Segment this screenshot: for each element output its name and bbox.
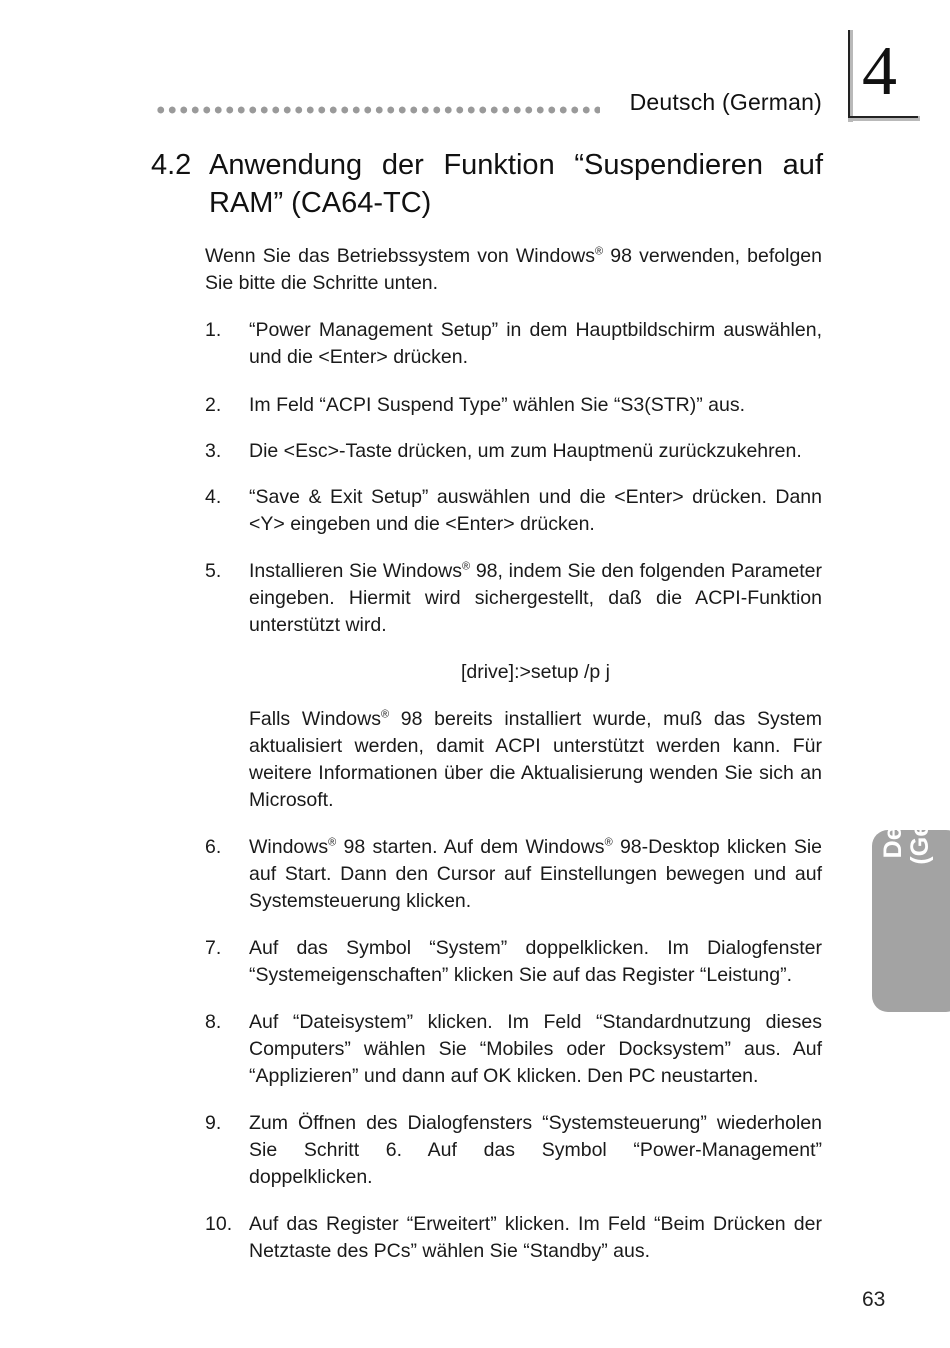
list-item	[205, 484, 822, 538]
list-item-text: Die <Esc>-Taste drücken, um zum Hauptmenü zurückzukehren.	[249, 440, 802, 462]
chapter-number: 4	[862, 33, 897, 110]
list-item-number: 7.	[205, 937, 222, 959]
section-title-line2: RAM” (CA64-TC)	[209, 187, 432, 219]
section-title-line1: Anwendung der Funktion “Suspendieren auf	[209, 149, 823, 181]
list-item	[205, 558, 822, 639]
list-item	[205, 438, 822, 465]
list-item	[205, 1211, 822, 1265]
page-number: 63	[862, 1288, 886, 1311]
list-item-number: 4.	[205, 486, 222, 508]
side-tab-line1: Deutsch	[879, 759, 907, 859]
list-item-number: 9.	[205, 1112, 222, 1134]
list-item-number: 8.	[205, 1011, 222, 1033]
list-item-text: Auf das Register “Erweitert” klicken. Im Feld “Beim Drücken der Netztaste des PCs” wählen Sie “Standby” aus.	[249, 1213, 822, 1262]
list-item-text: Installieren Sie Windows® 98, indem Sie den folgenden Parameter eingeben. Hiermit wird sichergestellt, daß die ACPI-Funktion unterstützt wird.	[249, 560, 822, 636]
list-item-number: 2.	[205, 394, 222, 416]
list-item	[205, 1009, 822, 1090]
header-language: Deutsch (German)	[629, 89, 822, 115]
list-item-text: Im Feld “ACPI Suspend Type” wählen Sie “S3(STR)” aus.	[249, 394, 746, 416]
setup-command: [drive]:>setup /p j	[460, 661, 611, 683]
language-side-tab	[872, 753, 950, 1012]
section-number: 4.2	[151, 149, 192, 181]
list-item-text: Zum Öffnen des Dialogfensters “Systemsteuerung” wiederholen Sie Schritt 6. Auf das Symbol “Power-Management” doppelklicken.	[249, 1112, 822, 1188]
list-item	[205, 1110, 822, 1191]
list-item-text: “Save & Exit Setup” auswählen und die <Enter> drücken. Dann <Y> eingeben und die <Enter> drücken.	[249, 486, 822, 535]
list-item	[205, 317, 822, 371]
list-item-text: Auf “Dateisystem” klicken. Im Feld “Standardnutzung dieses Computers” wählen Sie “Mobiles oder Docksystem” aus. Auf “Applizieren” und dann auf OK klicken. Den PC neustarten.	[249, 1011, 822, 1087]
side-tab-line2: (German)	[906, 753, 934, 865]
list-item	[205, 392, 822, 419]
list-item-number: 5.	[205, 560, 222, 582]
list-item-number: 3.	[205, 440, 222, 462]
list-item-text: Auf das Symbol “System” doppelklicken. Im Dialogfenster “Systemeigenschaften” klicken Sie auf das Register “Leistung”.	[249, 937, 822, 986]
header-dot-rule	[155, 104, 600, 116]
section-title	[151, 146, 823, 222]
note-paragraph: Falls Windows® 98 bereits installiert wurde, muß das System aktualisiert werden, damit ACPI unterstützt werden kann. Für weitere Informationen über die Aktualisierung wenden Sie sich an Microsoft.	[249, 708, 822, 811]
chapter-marker	[848, 30, 918, 118]
intro-paragraph: Wenn Sie das Betriebssystem von Windows® 98 verwenden, befolgen Sie bitte die Schritte unten.	[205, 245, 823, 294]
list-item-text: Windows® 98 starten. Auf dem Windows® 98-Desktop klicken Sie auf Start. Dann den Cursor auf Einstellungen bewegen und auf Systemsteuerung klicken.	[249, 836, 823, 912]
list-item-text: “Power Management Setup” in dem Hauptbildschirm auswählen, und die <Enter> drücken.	[249, 319, 822, 368]
list-item-number: 6.	[205, 836, 222, 858]
list-item-number: 1.	[205, 319, 222, 341]
list-item	[205, 834, 822, 915]
list-item-number: 10.	[205, 1213, 233, 1235]
list-item	[205, 935, 822, 989]
